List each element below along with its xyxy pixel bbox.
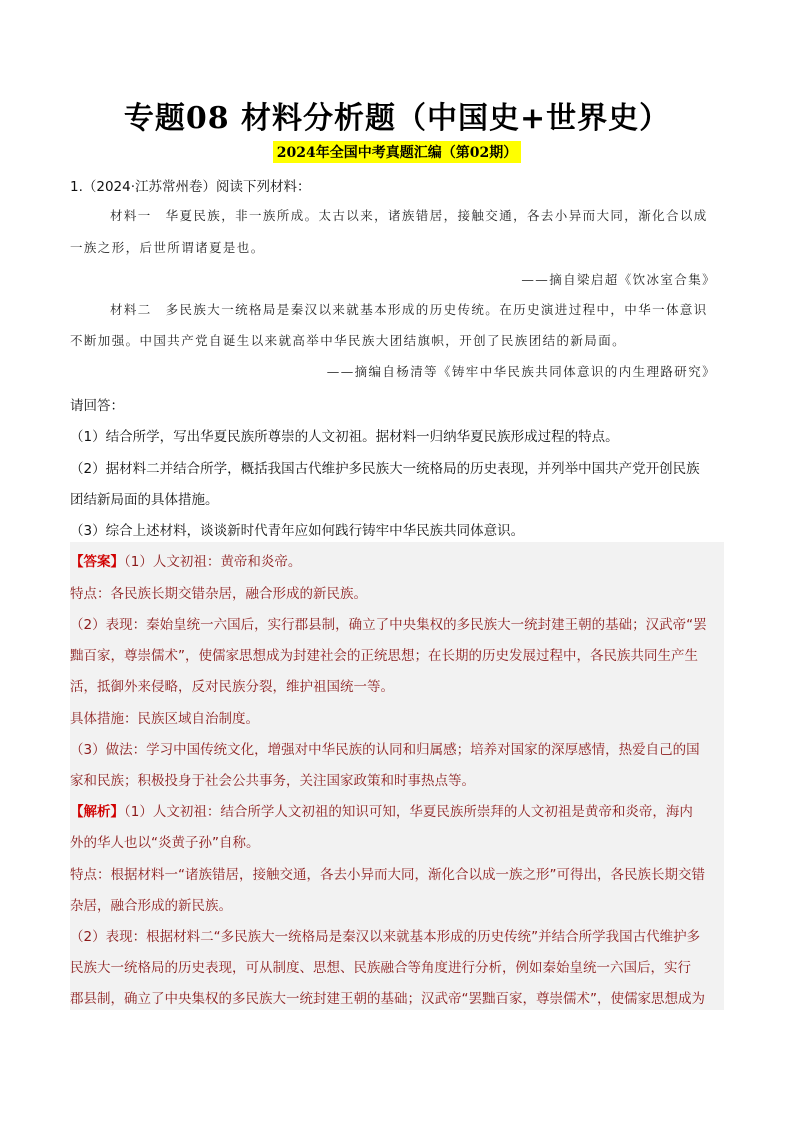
answer-tag: 【答案】 bbox=[70, 554, 124, 570]
answer-line-1 bbox=[70, 550, 301, 570]
answer-line-4: 黜百家，尊崇儒术”，使儒家思想成为封建社会的正统思想；在长期的历史发展过程中，各民族共同生产生 bbox=[70, 648, 698, 664]
analysis-line-3: 特点：根据材料一“诸族错居，接触交通，各去小异而大同，渐化合以成一族之形”可得出，各民族长期交错 bbox=[70, 867, 705, 883]
material-one-line2: 一族之形，后世所谓诸夏是也。 bbox=[70, 240, 265, 255]
sub-question-2-line2: 团结新局面的具体措施。 bbox=[70, 492, 219, 508]
material-one-source: ——摘自梁启超《饮冰室合集》 bbox=[521, 272, 716, 287]
sub-question-2-line1: （2）据材料二并结合所学，概括我国古代维护多民族大一统格局的历史表现，并列举中国共产党开创民族 bbox=[70, 461, 700, 477]
material-two-line2: 不断加强。中国共产党自诞生以来就高举中华民族大团结旗帜，开创了民族团结的新局面。 bbox=[70, 333, 627, 348]
answer-prompt: 请回答： bbox=[70, 398, 124, 414]
material-two-source: ——摘编自杨清等《铸牢中华民族共同体意识的内生理路研究》 bbox=[326, 364, 716, 379]
analysis-line-6: 民族大一统格局的历史表现，可从制度、思想、民族融合等角度进行分析，例如秦始皇统一六国后，实行 bbox=[70, 960, 691, 976]
analysis-text: （1）人文初祖：结合所学人文初祖的知识可知，华夏民族所崇拜的人文初祖是黄帝和炎帝，海内 bbox=[124, 804, 693, 820]
sub-question-3: （3）综合上述材料，谈谈新时代青年应如何践行铸牢中华民族共同体意识。 bbox=[70, 523, 525, 539]
analysis-line-2: 外的华人也以“炎黄子孙”自称。 bbox=[70, 835, 260, 851]
subtitle-highlight: 2024年全国中考真题汇编（第02期） bbox=[273, 141, 521, 163]
subtitle-container bbox=[0, 141, 794, 163]
answer-line-2: 特点：各民族长期交错杂居，融合形成的新民族。 bbox=[70, 586, 367, 602]
answer-line-6: 具体措施：民族区域自治制度。 bbox=[70, 711, 259, 727]
question-stem: 1.（2024·江苏常州卷）阅读下列材料： bbox=[70, 179, 311, 195]
analysis-line-4: 杂居，融合形成的新民族。 bbox=[70, 898, 232, 914]
material-two-line1: 材料二 多民族大一统格局是秦汉以来就基本形成的历史传统。在历史演进过程中，中华一体意识 bbox=[110, 302, 708, 317]
analysis-line-7: 郡县制，确立了中央集权的多民族大一统封建王朝的基础；汉武帝“罢黜百家，尊崇儒术”，使儒家思想成为 bbox=[70, 991, 705, 1007]
analysis-line-5: （2）表现：根据材料二“多民族大一统格局是秦汉以来就基本形成的历史传统”并结合所学我国古代维护多 bbox=[70, 929, 701, 945]
analysis-line-1 bbox=[70, 800, 693, 820]
answer-text: （1）人文初祖：黄帝和炎帝。 bbox=[124, 554, 302, 570]
page-title: 专题08 材料分析题（中国史+世界史） bbox=[123, 101, 671, 136]
answer-line-3: （2）表现：秦始皇统一六国后，实行郡县制，确立了中央集权的多民族大一统封建王朝的基础；汉武帝“罢 bbox=[70, 617, 707, 633]
sub-question-1: （1）结合所学，写出华夏民族所尊崇的人文初祖。据材料一归纳华夏民族形成过程的特点。 bbox=[70, 429, 619, 445]
answer-line-7: （3）做法：学习中国传统文化，增强对中华民族的认同和归属感；培养对国家的深厚感情，热爱自己的国 bbox=[70, 742, 700, 758]
answer-line-8: 家和民族；积极投身于社会公共事务，关注国家政策和时事热点等。 bbox=[70, 773, 475, 789]
analysis-tag: 【解析】 bbox=[70, 804, 124, 820]
material-one-line1: 材料一 华夏民族，非一族所成。太古以来，诸族错居，接触交通，各去小异而大同，渐化合以成 bbox=[110, 208, 708, 223]
answer-line-5: 活，抵御外来侵略，反对民族分裂，维护祖国统一等。 bbox=[70, 679, 394, 695]
